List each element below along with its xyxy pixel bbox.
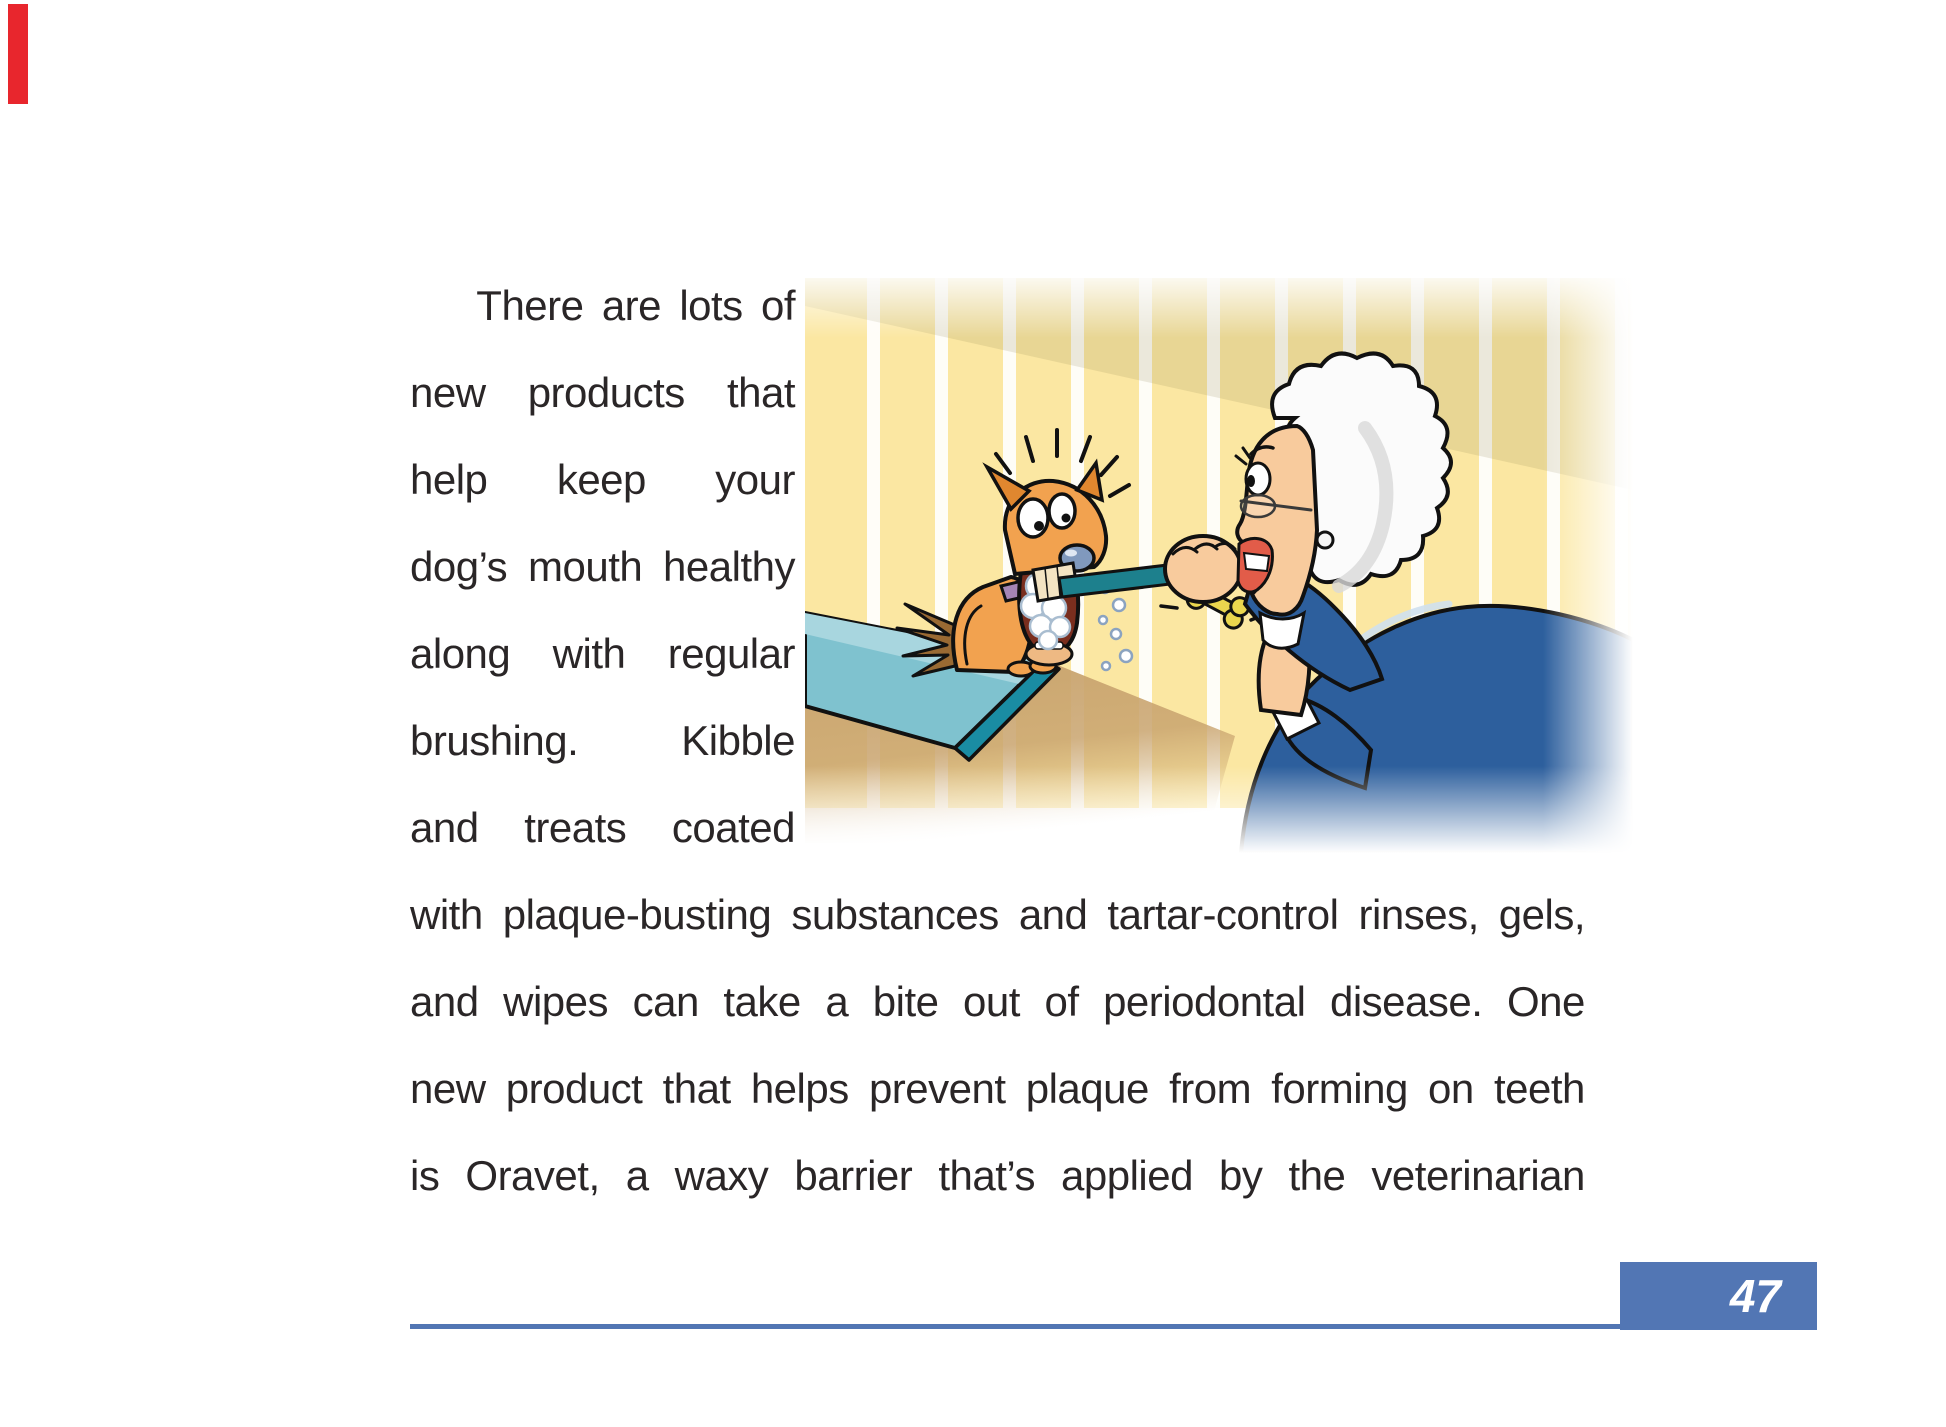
red-corner-mark — [8, 4, 28, 104]
paragraph-line: along with regular — [410, 629, 795, 677]
paragraph-line: help keep your — [410, 455, 795, 503]
teeth — [1244, 553, 1269, 571]
paragraph-line: and wipes can take a bite out of periodontal disease. One — [410, 977, 1585, 1025]
paragraph-line: new product that helps prevent plaque from forming on teeth — [410, 1064, 1585, 1112]
earring — [1317, 532, 1333, 548]
paragraph-line: There are lots of — [476, 281, 795, 329]
page-number: 47 — [1729, 1270, 1781, 1322]
collar — [1260, 613, 1304, 648]
dog-eye — [1049, 494, 1075, 528]
paragraph-line: is Oravet, a waxy barrier that’s applied by the veterinarian — [410, 1151, 1585, 1199]
paragraph-line: brushing. Kibble — [410, 716, 795, 764]
paragraph-line: and treats coated — [410, 803, 795, 851]
dog-eye — [1018, 499, 1048, 537]
illustration-dog-toothbrushing — [805, 268, 1633, 853]
paragraph-line: new products that — [410, 368, 795, 416]
paragraph-line: with plaque-busting substances and tartar-control rinses, gels, — [410, 890, 1585, 938]
footer-rule — [410, 1324, 1622, 1329]
page-number-badge — [1620, 1262, 1817, 1330]
paragraph-line: dog’s mouth healthy — [410, 542, 795, 590]
